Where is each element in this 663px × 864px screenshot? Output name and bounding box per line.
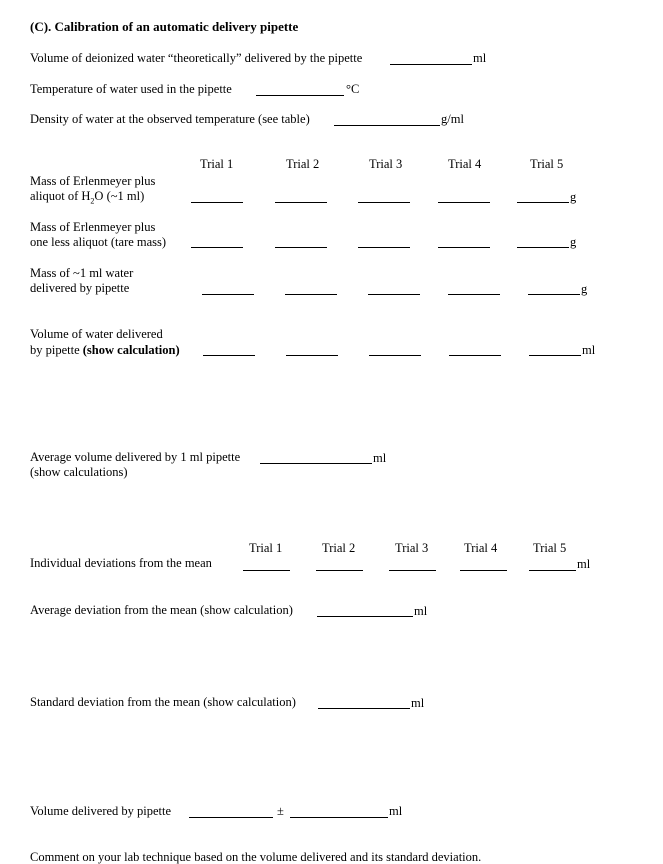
row-water-mass-unit: g [581,282,588,296]
deviation-trial-header-2: Trial 2 [322,541,356,555]
volume-delivered-unit: ml [389,804,403,818]
row-volume-label-1: Volume of water delivered [30,327,163,341]
temperature-label: Temperature of water used in the pipette [30,82,232,96]
row-water-mass-trial-5-blank[interactable] [528,294,580,295]
row-mass-aliquot-unit: g [570,190,577,204]
row-volume-trial-5-blank[interactable] [529,355,581,356]
theoretical-volume-unit: ml [473,51,487,65]
row-mass-aliquot-trial-5-blank[interactable] [517,202,569,203]
deviations-label: Individual deviations from the mean [30,556,212,570]
row-water-mass-label-1: Mass of ~1 ml water [30,266,134,280]
section-title: (C). Calibration of an automatic delivery pipette [30,19,299,34]
row-mass-aliquot-trial-4-blank[interactable] [438,202,490,203]
row-tare-trial-1-blank[interactable] [191,247,243,248]
row-tare-unit: g [570,235,577,249]
row-mass-aliquot-trial-1-blank[interactable] [191,202,243,203]
temperature-blank[interactable] [256,95,344,96]
theoretical-volume-label: Volume of deionized water “theoretically” delivered by the pipette [30,51,363,65]
deviation-trial-2-blank[interactable] [316,570,363,571]
density-label: Density of water at the observed temperature (see table) [30,112,310,126]
trial-header-4: Trial 4 [448,157,482,171]
deviation-trial-header-5: Trial 5 [533,541,567,555]
row-volume-trial-1-blank[interactable] [203,355,255,356]
row-water-mass-trial-1-blank[interactable] [202,294,254,295]
average-volume-unit: ml [373,451,387,465]
average-deviation-blank[interactable] [317,616,413,617]
row-mass-aliquot-label-2: aliquot of $H_2O$ (~1 ml) [30,189,145,206]
row-tare-trial-2-blank[interactable] [275,247,327,248]
row-tare-label-2: one less aliquot (tare mass) [30,235,167,249]
average-volume-label-2: (show calculations) [30,465,128,479]
row-volume-label-2: by pipette (show calculation) [30,343,180,357]
row-tare-label-1: Mass of Erlenmeyer plus [30,220,156,234]
row-volume-trial-2-blank[interactable] [286,355,338,356]
deviation-trial-3-blank[interactable] [389,570,436,571]
theoretical-volume-blank[interactable] [390,64,472,65]
volume-delivered-label: Volume delivered by pipette [30,804,172,818]
row-water-mass-trial-4-blank[interactable] [448,294,500,295]
comment-prompt: Comment on your lab technique based on the volume delivered and its standard deviation. [30,850,482,864]
average-volume-blank[interactable] [260,463,372,464]
row-tare-trial-4-blank[interactable] [438,247,490,248]
trial-header-1: Trial 1 [200,157,234,171]
row-volume-trial-3-blank[interactable] [369,355,421,356]
deviation-trial-header-1: Trial 1 [249,541,283,555]
trial-header-2: Trial 2 [286,157,320,171]
density-unit: g/ml [441,112,464,126]
plus-minus-symbol: ± [277,804,284,818]
volume-delivered-value-blank[interactable] [189,817,273,818]
deviations-unit: ml [577,557,591,571]
row-tare-trial-5-blank[interactable] [517,247,569,248]
row-water-mass-label-2: delivered by pipette [30,281,130,295]
trial-header-3: Trial 3 [369,157,403,171]
standard-deviation-blank[interactable] [318,708,410,709]
average-deviation-label: Average deviation from the mean (show calculation) [30,603,293,617]
standard-deviation-unit: ml [411,696,425,710]
deviation-trial-1-blank[interactable] [243,570,290,571]
deviation-trial-4-blank[interactable] [460,570,507,571]
row-mass-aliquot-trial-3-blank[interactable] [358,202,410,203]
trial-header-5: Trial 5 [530,157,564,171]
row-volume-unit: ml [582,343,596,357]
density-blank[interactable] [334,125,440,126]
average-deviation-unit: ml [414,604,428,618]
row-volume-trial-4-blank[interactable] [449,355,501,356]
deviation-trial-header-4: Trial 4 [464,541,498,555]
temperature-unit: °C [346,82,360,96]
row-tare-trial-3-blank[interactable] [358,247,410,248]
row-mass-aliquot-label-1: Mass of Erlenmeyer plus [30,174,156,188]
volume-delivered-uncertainty-blank[interactable] [290,817,388,818]
average-volume-label-1: Average volume delivered by 1 ml pipette [30,450,241,464]
deviation-trial-5-blank[interactable] [529,570,576,571]
row-mass-aliquot-trial-2-blank[interactable] [275,202,327,203]
row-water-mass-trial-2-blank[interactable] [285,294,337,295]
standard-deviation-label: Standard deviation from the mean (show calculation) [30,695,296,709]
row-water-mass-trial-3-blank[interactable] [368,294,420,295]
deviation-trial-header-3: Trial 3 [395,541,429,555]
